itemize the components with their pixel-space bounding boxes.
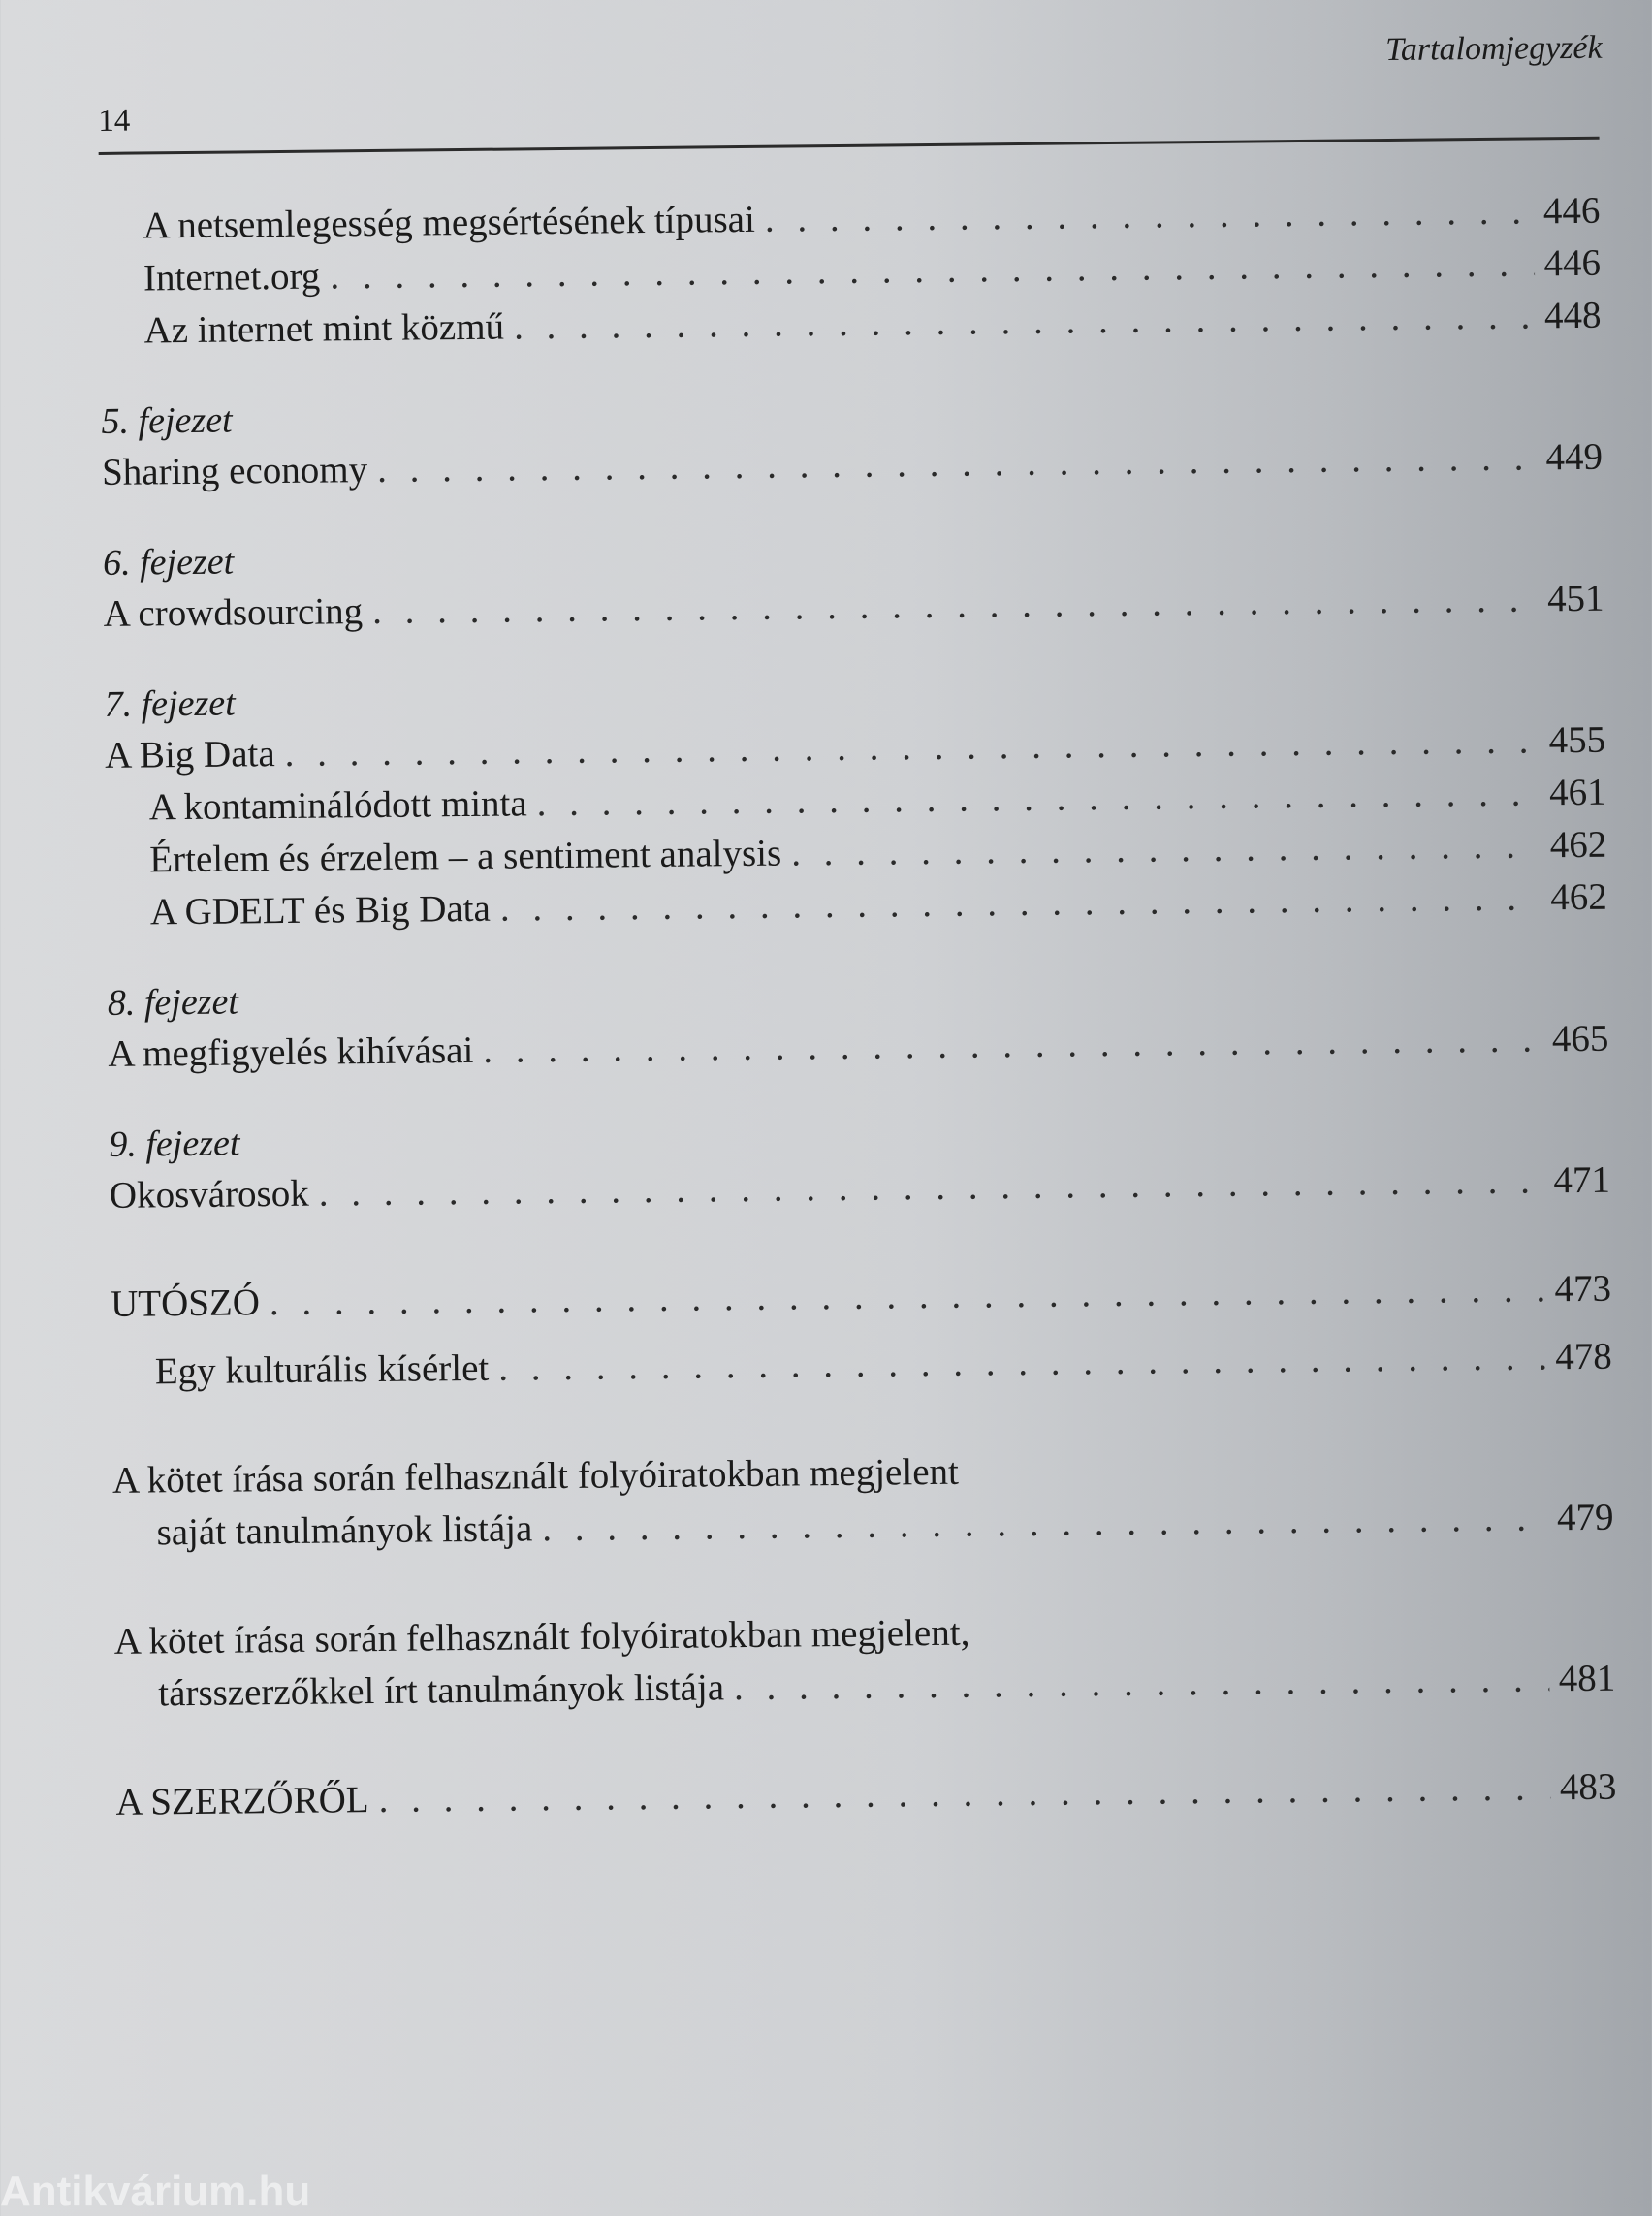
toc-entry-page: 478 [1555,1335,1612,1378]
toc-entry-title-line1: A kötet írása során felhasznált folyóiratokban megjelent [111,1450,960,1502]
toc-entry-title-line1: A kötet írása során felhasznált folyóiratokban megjelent, [113,1611,970,1662]
toc-entry-page: 448 [1543,294,1602,337]
toc-entry-multiline [112,1440,1614,1560]
toc-entry-page: 465 [1551,1017,1609,1061]
toc-leader-dots [734,1653,1549,1714]
toc-entry-title: Egy kulturális kísérlet [154,1346,490,1393]
toc-leader-dots [514,290,1536,353]
chapter-label: 8. fejezet [107,981,239,1024]
toc-entry-page: 446 [1543,241,1602,285]
chapter-label: 9. fejezet [109,1123,240,1165]
toc-entry-page: 481 [1558,1657,1616,1700]
toc-entry-title: A megfigyelés kihívásai [108,1029,474,1075]
watermark: Antikvárium.hu [0,2168,311,2215]
table-of-contents [99,185,1617,1829]
toc-entry-page: 461 [1548,771,1606,814]
toc-entry-title: Internet.org [143,255,321,300]
toc-entry-page: 471 [1553,1158,1611,1202]
toc-entry-title: A crowdsourcing [103,590,364,635]
toc-leader-dots [500,871,1541,934]
toc-entry-page: 483 [1559,1765,1617,1809]
toc-entry-title: A kontaminálódott minta [148,782,527,829]
toc-entry-page: 455 [1548,718,1606,762]
toc-entry-page: 449 [1545,435,1604,479]
toc-leader-dots [498,1331,1546,1394]
toc-entry-title: A Big Data [104,733,275,776]
toc-leader-dots [791,819,1541,879]
toc-entry-title-line2: saját tanulmányok listája [156,1507,533,1554]
toc-entry-title: A GDELT és Big Data [149,887,492,934]
toc-entry-page: 479 [1556,1496,1614,1539]
toc-entry-title: A SZERZŐRŐL [115,1779,369,1823]
running-title: Tartalomjegyzék [1384,29,1603,69]
toc-entry-page: 462 [1549,823,1607,867]
toc-entry-page: 446 [1542,189,1601,233]
toc-entry-title: A netsemlegesség megsértésének típusai [143,198,756,247]
chapter-label: 6. fejezet [102,541,235,584]
toc-entry-title: UTÓSZÓ [110,1282,261,1325]
toc-entry-title: Értelem és érzelem – a sentiment analysis [149,832,782,881]
toc-entry-title: Okosvárosok [109,1172,309,1217]
page-number: 14 [98,103,131,139]
toc-entry-title: Az internet mint közmű [143,305,505,352]
toc-entry-title: Sharing economy [101,449,368,493]
toc-entry-title-line2: társszerzőkkel írt tanulmányok listája [158,1666,725,1715]
toc-entry-page: 451 [1546,577,1604,620]
toc-leader-dots [483,1013,1542,1076]
toc-leader-dots [378,1761,1550,1826]
toc-leader-dots [765,185,1535,245]
header-rule [99,137,1600,155]
toc-entry-multiline [113,1600,1615,1721]
toc-entry-page: 462 [1550,875,1608,919]
chapter-label: 5. fejezet [101,399,233,442]
chapter-label: 7. fejezet [104,682,236,725]
toc-entry-page: 473 [1554,1267,1612,1311]
toc-leader-dots [542,1492,1547,1555]
